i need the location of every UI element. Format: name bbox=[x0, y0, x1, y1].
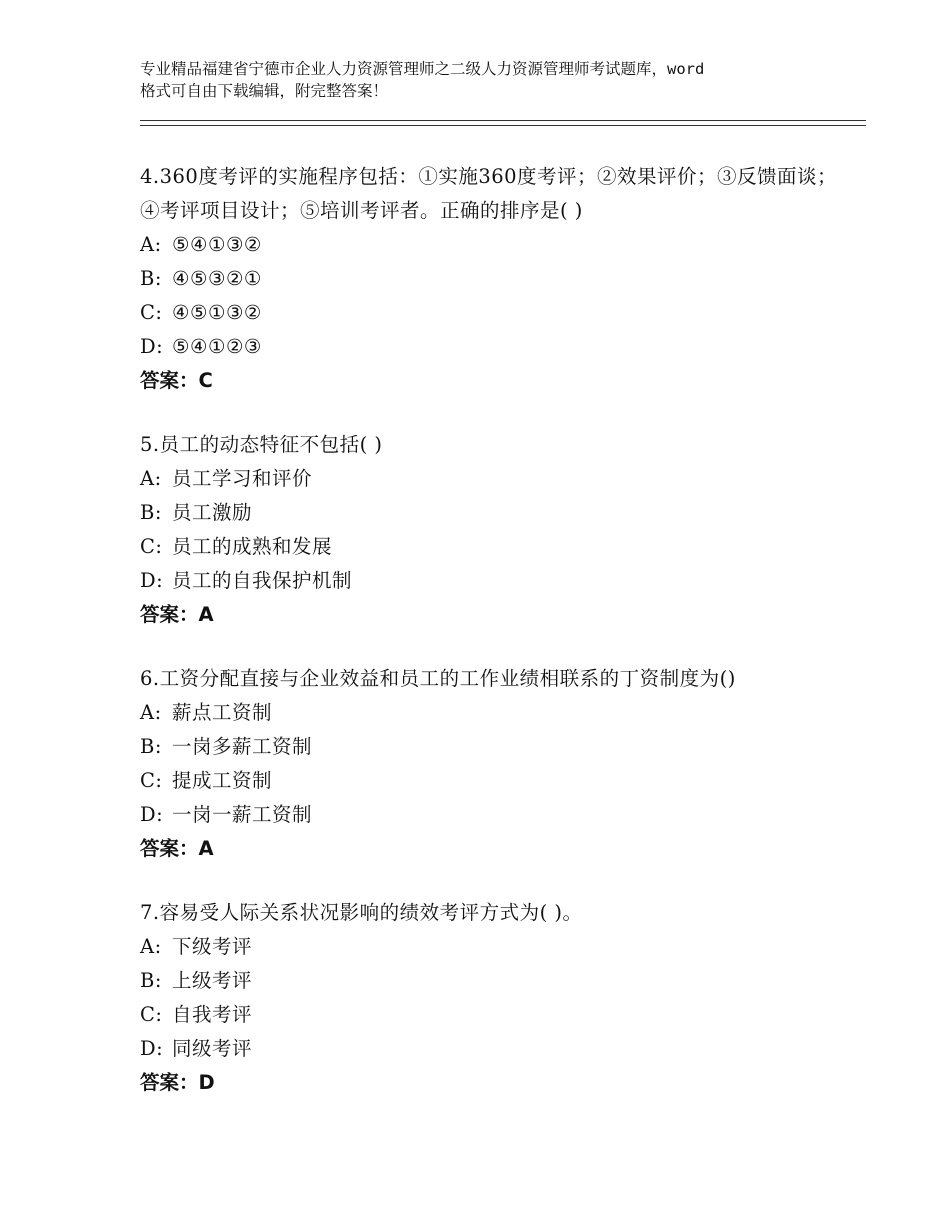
option-letter: A: bbox=[140, 233, 162, 256]
option-letter: B: bbox=[140, 735, 162, 758]
option-text: 同级考评 bbox=[172, 1037, 253, 1060]
option-letter: C: bbox=[140, 301, 163, 324]
answer-line: 答案：A bbox=[140, 837, 214, 860]
answer-line: 答案：A bbox=[140, 603, 214, 626]
option-letter: D: bbox=[140, 569, 164, 592]
option-text: 员工的自我保护机制 bbox=[172, 569, 353, 592]
option-letter: C: bbox=[140, 535, 163, 558]
answer-line: 答案：D bbox=[140, 1071, 215, 1094]
option-letter: D: bbox=[140, 803, 164, 826]
option-letter: D: bbox=[140, 335, 164, 358]
option-letter: A: bbox=[140, 935, 162, 958]
option-b bbox=[140, 262, 840, 296]
option-text: ⑤④①②③ bbox=[172, 335, 262, 358]
option-text: 一岗一薪工资制 bbox=[172, 803, 313, 826]
option-c bbox=[140, 998, 840, 1032]
option-text: 员工激励 bbox=[172, 501, 253, 524]
option-b bbox=[140, 964, 840, 998]
option-letter: B: bbox=[140, 969, 162, 992]
question-stem: 7.容易受人际关系状况影响的绩效考评方式为( )。 bbox=[140, 901, 583, 924]
option-letter: B: bbox=[140, 501, 162, 524]
option-text: 下级考评 bbox=[172, 935, 253, 958]
option-text: 提成工资制 bbox=[172, 769, 273, 792]
option-letter: C: bbox=[140, 769, 163, 792]
option-letter: A: bbox=[140, 701, 162, 724]
document-header bbox=[140, 58, 830, 102]
question-stem: 4.360度考评的实施程序包括：①实施360度考评；②效果评价；③反馈面谈；④考评项目设计；⑤培训考评者。正确的排序是( ) bbox=[140, 165, 838, 222]
option-text: 上级考评 bbox=[172, 969, 253, 992]
option-c bbox=[140, 530, 840, 564]
option-d bbox=[140, 564, 840, 598]
question-stem: 5.员工的动态特征不包括( ) bbox=[140, 433, 383, 456]
option-a bbox=[140, 930, 840, 964]
option-text: ⑤④①③② bbox=[172, 233, 262, 256]
question-stem: 6.工资分配直接与企业效益和员工的工作业绩相联系的丁资制度为() bbox=[140, 667, 736, 690]
header-divider-bottom bbox=[140, 125, 866, 126]
option-d bbox=[140, 1032, 840, 1066]
header-divider-top bbox=[140, 120, 866, 121]
question-list bbox=[140, 160, 840, 1130]
option-c bbox=[140, 764, 840, 798]
option-letter: A: bbox=[140, 467, 162, 490]
option-letter: D: bbox=[140, 1037, 164, 1060]
header-line-2: 格式可自由下载编辑，附完整答案！ bbox=[140, 82, 389, 100]
option-a bbox=[140, 228, 840, 262]
option-text: ④⑤③②① bbox=[172, 267, 262, 290]
option-d bbox=[140, 330, 840, 364]
option-b bbox=[140, 730, 840, 764]
question-4 bbox=[140, 160, 840, 398]
option-text: 一岗多薪工资制 bbox=[172, 735, 313, 758]
question-5 bbox=[140, 428, 840, 632]
option-letter: B: bbox=[140, 267, 162, 290]
option-text: 员工学习和评价 bbox=[172, 467, 313, 490]
option-b bbox=[140, 496, 840, 530]
option-c bbox=[140, 296, 840, 330]
option-letter: C: bbox=[140, 1003, 163, 1026]
option-text: 自我考评 bbox=[172, 1003, 253, 1026]
header-line-1: 专业精品福建省宁德市企业人力资源管理师之二级人力资源管理师考试题库，word bbox=[140, 60, 705, 78]
option-d bbox=[140, 798, 840, 832]
option-text: 员工的成熟和发展 bbox=[172, 535, 333, 558]
answer-line: 答案：C bbox=[140, 369, 213, 392]
question-6 bbox=[140, 662, 840, 866]
question-7 bbox=[140, 896, 840, 1100]
option-text: 薪点工资制 bbox=[172, 701, 273, 724]
option-text: ④⑤①③② bbox=[172, 301, 262, 324]
option-a bbox=[140, 696, 840, 730]
option-a bbox=[140, 462, 840, 496]
